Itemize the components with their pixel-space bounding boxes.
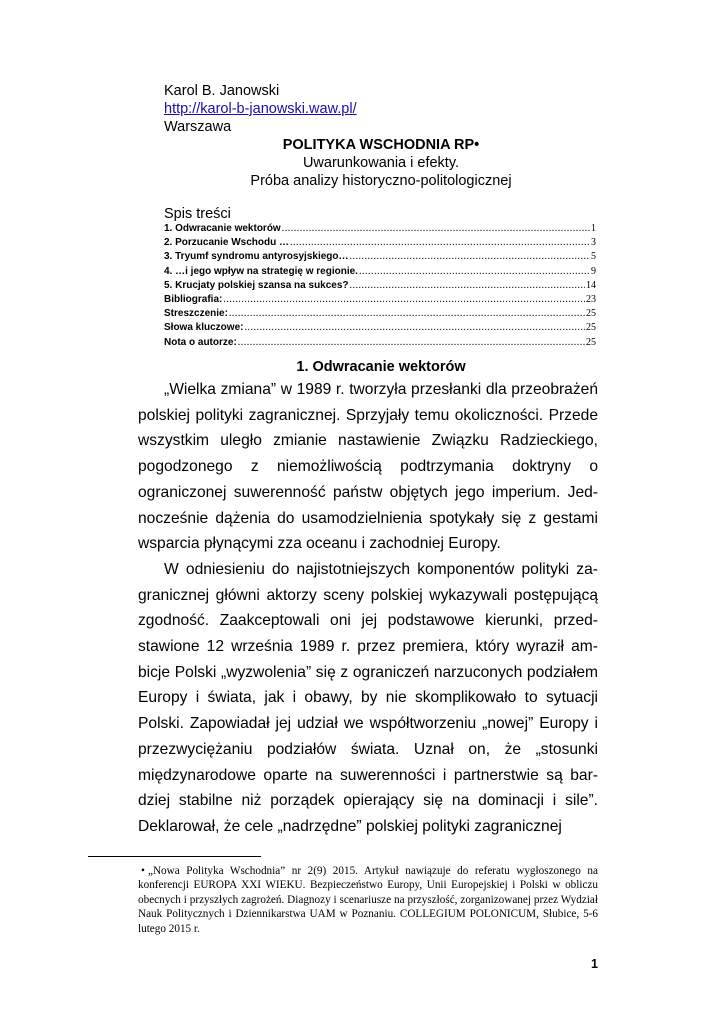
- toc-leader-dots: [238, 336, 585, 350]
- toc-leader-dots: [350, 250, 591, 264]
- toc-entry-label: 2. Porzucanie Wschodu …: [164, 237, 290, 249]
- toc-leader-dots: [244, 321, 585, 335]
- toc-entry-page: 25: [586, 308, 596, 320]
- body-paragraph: W odniesieniu do najistotniejszych komponentów polityki zagranicznej główni aktorzy sceny polskiej wykazywali postępującą zgodność. Zaakceptowali oni jej podstawowe kierunki, przedstawione 12 września 1989 r. przez premiera, który wyraził ambicje Polski „wyzwolenia” się z ograniczeń narzuconych podziałem Europy i świata, jak i obawy, by nie skomplikowało to sytuacji Polski. Zapowiadał jej udział we współtworzeniu „nowej” Europy i przezwyciężaniu podziałów świata. Uznał on, że „stosunki międzynarodowe oparte na suwerenności i partnerstwie są bardziej stabilne niż porządek opierający się na dominacji i sile”. Deklarował, że cele „nadrzędne” polskiej polityki zagranicznej: [138, 560, 598, 835]
- toc-entry[interactable]: [164, 307, 596, 321]
- document-title: POLITYKA WSCHODNIA RP•: [282, 137, 480, 153]
- toc-leader-dots: [290, 236, 590, 250]
- toc-entry[interactable]: [164, 265, 596, 279]
- table-of-contents: [164, 222, 596, 350]
- title-block: [164, 136, 598, 190]
- toc-entry-page: 23: [586, 293, 596, 305]
- author-name: Karol B. Janowski: [164, 83, 280, 99]
- toc-entry-page: 9: [591, 265, 596, 277]
- toc-entry-label: Nota o autorze:: [164, 336, 237, 348]
- toc-entry-page: 1: [591, 223, 596, 234]
- toc-entry[interactable]: [164, 250, 596, 264]
- author-city: Warszawa: [164, 119, 232, 135]
- toc-entry-page: 25: [586, 336, 596, 348]
- footnote-text: „Nowa Polityka Wschodnia” nr 2(9) 2015. Artykuł nawiązuje do referatu wygłoszonego na konferencji EUROPA XXI WIEKU. Bezpieczeństwo Europy, Unii Europejskiej i Polski w obliczu obecnych i przyszłych zagrożeń. Diagnozy i scenariusze na przyszłość, zorganizowanej przez Wydział Nauk Politycznych i Dziennikarstwa UAM w Poznaniu. COLLEGIUM POLONICUM, Słubice, 5-6 lutego 2015 r.: [138, 865, 598, 935]
- toc-entry[interactable]: [164, 336, 596, 350]
- toc-entry[interactable]: [164, 293, 596, 307]
- toc-entry-page: 14: [586, 279, 596, 291]
- body-text: [138, 377, 598, 840]
- toc-entry-label: 3. Tryumf syndromu antyrosyjskiego…: [164, 251, 349, 263]
- toc-entry-label: Bibliografia:: [164, 293, 223, 305]
- toc-leader-dots: [229, 307, 585, 321]
- toc-leader-dots: [350, 279, 585, 293]
- page-number: 1: [591, 957, 598, 971]
- toc-entry-label: 4. …i jego wpływ na strategię w regionie.: [164, 265, 358, 277]
- toc-leader-dots: [223, 293, 585, 307]
- toc-entry-label: Słowa kluczowe:: [164, 322, 244, 334]
- toc-entry[interactable]: [164, 222, 596, 236]
- toc-entry-label: Streszczenie:: [164, 308, 228, 320]
- toc-leader-dots: [282, 222, 590, 236]
- toc-entry-label: 1. Odwracanie wektorów: [164, 223, 281, 234]
- body-paragraph: „Wielka zmiana” w 1989 r. tworzyła przesłanki dla przeobrażeń polskiej polityki zagranicznej. Sprzyjały temu okoliczności. Przede wszystkim uległo zmianie nastawienie Związku Radzieckiego, pogodzonego z niemożliwością podtrzymania doktryny o ograniczonej suwerenność państw objętych jego imperium. Jednocześnie dążenia do usamodzielnienia spotykały się z gestami wsparcia płynącymi zza oceanu i zachodniej Europy.: [138, 381, 598, 553]
- toc-entry-page: 25: [586, 322, 596, 334]
- toc-entry-page: 3: [591, 237, 596, 249]
- toc-entry[interactable]: [164, 321, 596, 335]
- toc-heading: Spis treści: [164, 206, 231, 222]
- footnote-separator: [88, 856, 261, 857]
- document-subtitle-2: Próba analizy historyczno-politologicznej: [250, 173, 512, 189]
- author-website-link[interactable]: http://karol-b-janowski.waw.pl/: [164, 101, 357, 117]
- toc-entry[interactable]: [164, 279, 596, 293]
- footnote-mark: •: [141, 865, 145, 877]
- toc-entry[interactable]: [164, 236, 596, 250]
- toc-entry-page: 5: [591, 251, 596, 263]
- document-header: [164, 82, 594, 136]
- footnote: [138, 864, 598, 936]
- toc-entry-label: 5. Krucjaty polskiej szansa na sukces?: [164, 279, 349, 291]
- toc-leader-dots: [359, 265, 590, 279]
- document-subtitle-1: Uwarunkowania i efekty.: [302, 155, 460, 171]
- section-heading: 1. Odwracanie wektorów: [296, 359, 466, 375]
